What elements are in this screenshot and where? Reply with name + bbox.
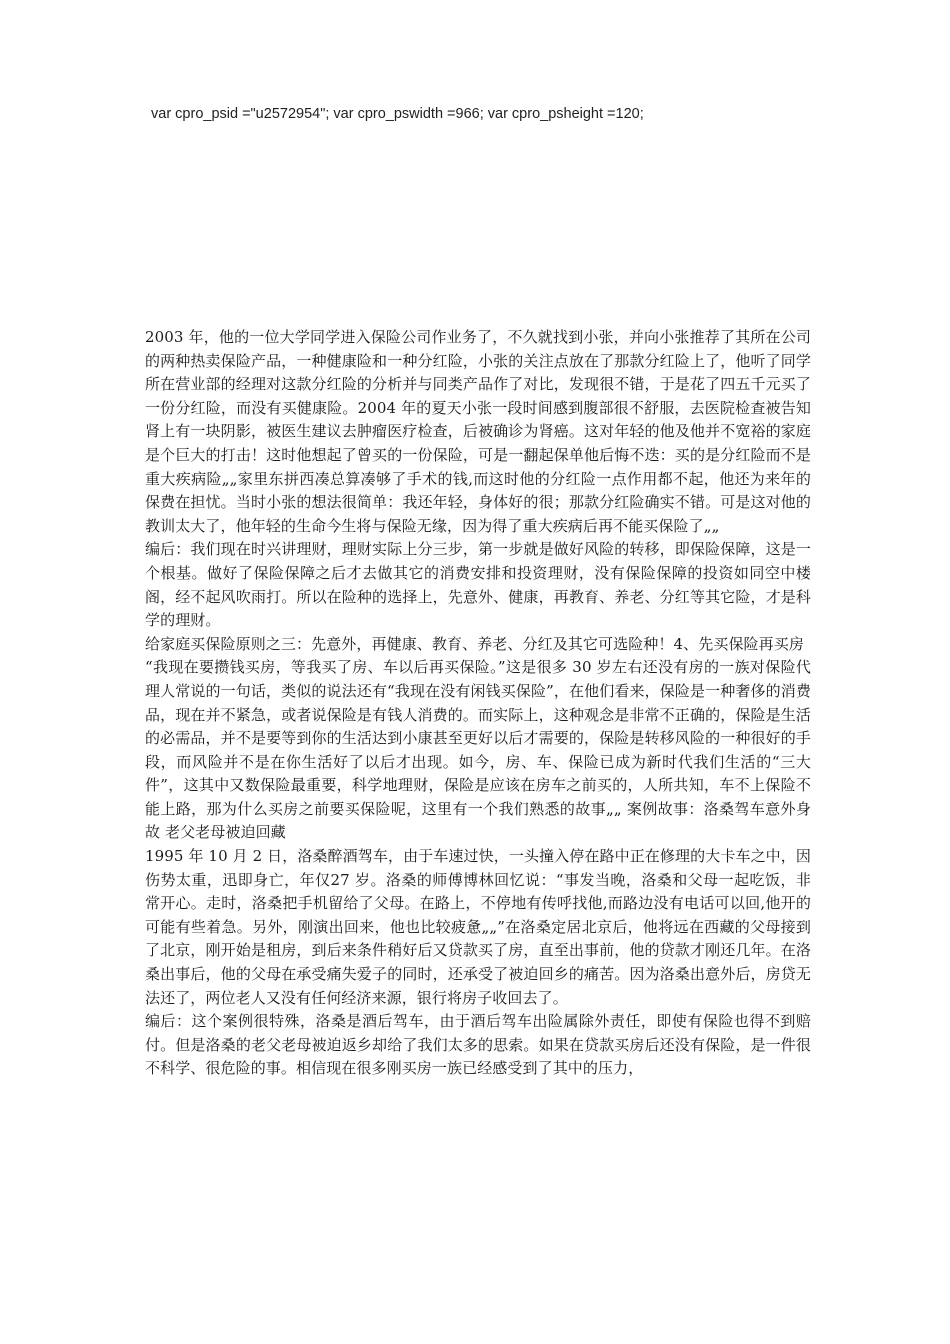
paragraph-story-luosang: 1995 年 10 月 2 日，洛桑醉酒驾车，由于车速过快，一头撞入停在路中正在修理的大卡车之中，因伤势太重，迅即身亡，年仅27 岁。洛桑的师傅博林回忆说：“事发当晚，洛桑和父母一起吃饭，非常开心。走时，洛桑把手机留给了父母。在路上，不停地有传呼找他,而路边没有电话可以回,他开的可能有些着急。另外，刚演出回来，他也比较疲惫„„”在洛桑定居北京后，他将远在西藏的父母接到了北京，刚开始是租房，到后来条件稍好后又贷款买了房，直至出事前，他的贷款才刚还几年。在洛桑出事后，他的父母在承受痛失爱子的同时，还承受了被迫回乡的痛苦。因为洛桑出意外后，房贷无法还了，两位老人又没有任何经济来源，银行将房子收回去了。	[145, 847, 811, 1007]
paragraph-editor-note-2: 编后：这个案例很特殊，洛桑是酒后驾车，由于酒后驾车出险属除外责任，即使有保险也得不到赔付。但是洛桑的老父老母被迫返乡却给了我们太多的思索。如果在贷款买房后还没有保险，是一件很不科学、很危险的事。相信现在很多刚买房一族已经感受到了其中的压力，	[145, 1012, 811, 1078]
paragraph-story-xiaozhang: 2003 年，他的一位大学同学进入保险公司作业务了，不久就找到小张，并向小张推荐了其所在公司的两种热卖保险产品，一种健康险和一种分红险，小张的关注点放在了那款分红险上了，他听了同学所在营业部的经理对这款分红险的分析并与同类产品作了对比，发现很不错，于是花了四五千元买了一份分红险，而没有买健康险。2004 年的夏天小张一段时间感到腹部很不舒服，去医院检查被告知肾上有一块阴影，被医生建议去肿瘤医疗检查，后被确诊为肾癌。这对年轻的他及他并不宽裕的家庭是个巨大的打击！这时他想起了曾买的一份保险，可是一翻起保单他后悔不迭：买的是分红险而不是重大疾病险„„家里东拼西凑总算凑够了手术的钱,而这时他的分红险一点作用都不起，他还为来年的保费在担忧。当时小张的想法很简单：我还年轻，身体好的很；那款分红险确实不错。可是这对他的教训太大了，他年轻的生命今生将与保险无缘，因为得了重大疾病后再不能买保险了„„	[145, 328, 811, 535]
ad-script-text: var cpro_psid ="u2572954"; var cpro_pswidth =966; var cpro_psheight =120;	[151, 106, 644, 122]
paragraph-buy-house-intro: “我现在要攒钱买房，等我买了房、车以后再买保险。”这是很多 30 岁左右还没有房的一族对保险代理人常说的一句话，类似的说法还有“我现在没有闲钱买保险”，在他们看来，保险是一种奢侈的消费品，现在并不紧急，或者说保险是有钱人消费的。而实际上，这种观念是非常不正确的，保险是生活的必需品，并不是要等到你的生活达到小康甚至更好以后才需要的，保险是转移风险的一种很好的手段，而风险并不是在你生活好了以后才出现。如今，房、车、保险已成为新时代我们生活的“三大件”，这其中又数保险最重要，科学地理财，保险是应该在房车之前买的，人所共知，车不上保险不能上路，那为什么买房之前要买保险呢，这里有一个我们熟悉的故事„„ 案例故事：洛桑驾车意外身故 老父老母被迫回藏	[145, 658, 811, 842]
article-body	[145, 326, 811, 1081]
paragraph-editor-note-1: 编后：我们现在时兴讲理财，理财实际上分三步，第一步就是做好风险的转移，即保险保障，这是一个根基。做好了保险保障之后才去做其它的消费安排和投资理财，没有保险保障的投资如同空中楼阁，经不起风吹雨打。所以在险种的选择上，先意外、健康，再教育、养老、分红等其它险，才是科学的理财。	[145, 540, 811, 630]
paragraph-principle-heading: 给家庭买保险原则之三：先意外，再健康、教育、养老、分红及其它可选险种！4、先买保险再买房	[145, 634, 804, 653]
